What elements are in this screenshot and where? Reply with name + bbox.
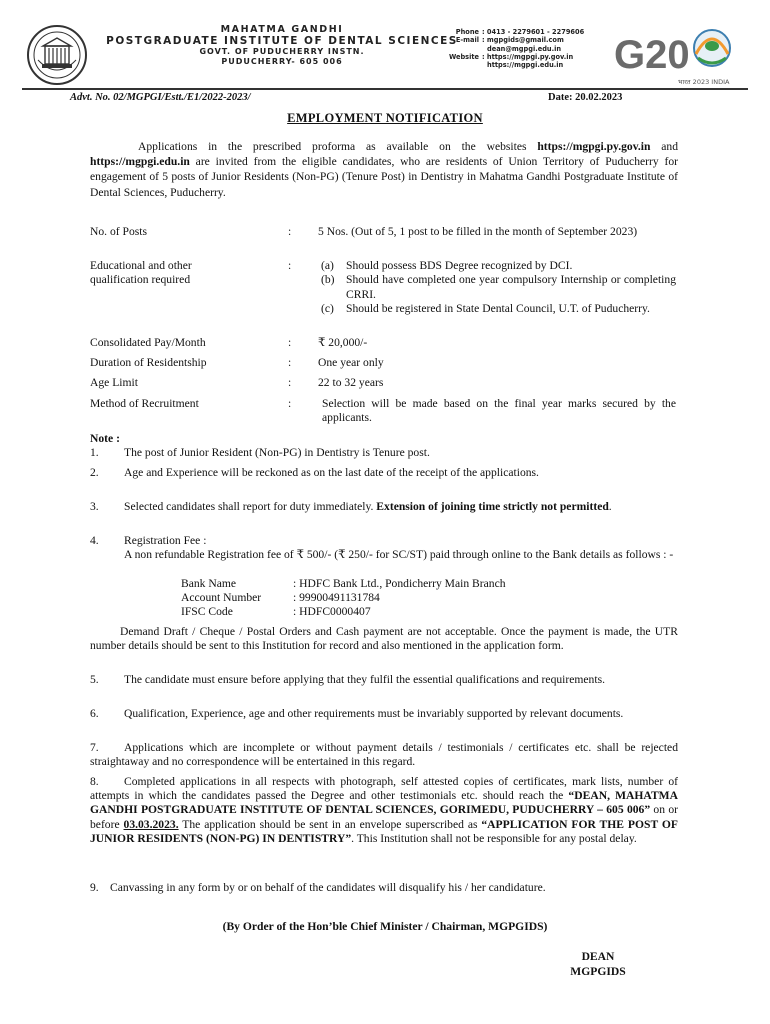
letterhead <box>22 22 748 88</box>
note-item-4 <box>90 534 678 548</box>
signatory-title: DEAN <box>581 950 615 963</box>
note-item-2 <box>90 466 678 480</box>
phone-value: : 0413 - 2279601 - 2279606 <box>482 28 585 36</box>
note-item-1 <box>90 446 678 460</box>
note-item-8 <box>90 775 678 846</box>
note-item-3 <box>90 500 678 514</box>
institute-govt-line: GOVT. OF PUDUCHERRY INSTN. <box>199 47 365 56</box>
note-text: on or before <box>90 803 678 831</box>
qualification-list <box>318 259 676 317</box>
note-text: Canvassing in any form by or on behalf of the candidates will disqualify his / her candidature. <box>110 881 546 894</box>
note-number: 5. <box>90 673 99 686</box>
note-item-7 <box>90 741 678 769</box>
qualification-text: Should be registered in State Dental Council, U.T. of Puducherry. <box>346 302 650 316</box>
qualification-item <box>318 302 676 316</box>
by-order-line: (By Order of the Hon’ble Chief Minister / Chairman, MGPGIDS) <box>222 920 548 933</box>
institute-name-line2: POSTGRADUATE INSTITUTE OF DENTAL SCIENCES <box>106 35 458 47</box>
note-number: 4. <box>90 534 99 547</box>
website-value: : https://mgpgi.py.gov.in <box>482 52 574 61</box>
bank-value: : HDFC Bank Ltd., Pondicherry Main Branch <box>293 577 506 590</box>
note-bold-text: Extension of joining time strictly not permitted <box>376 500 609 513</box>
letterhead-divider <box>22 88 748 90</box>
field-age-value: 22 to 32 years <box>318 376 384 389</box>
email-value: : mgpgids@gmail.com <box>482 36 564 45</box>
note-text: The post of Junior Resident (Non-PG) in Dentistry is Tenure post. <box>124 446 430 459</box>
institute-address-line: PUDUCHERRY- 605 006 <box>221 57 343 66</box>
dean-address: “DEAN, MAHATMA GANDHI POSTGRADUATE INSTITUTE OF DENTAL SCIENCES, GORIMEDU, PUDUCHERRY – 605 006” <box>90 789 678 817</box>
payment-note: Demand Draft / Cheque / Postal Orders and Cash payment are not acceptable. Once the payment is made, the UTR number details should be sent to this Institution for record and also mentioned in the application form. <box>90 625 678 653</box>
website-link-1[interactable]: https://mgpgi.py.gov.in <box>537 140 651 153</box>
field-duration-value: One year only <box>318 356 384 369</box>
field-pay-label: Consolidated Pay/Month <box>90 336 206 349</box>
note-number: 2. <box>90 466 99 479</box>
field-qualification-label: Educational and other qualification required <box>90 259 192 287</box>
note-text: Applications which are incomplete or without payment details / testimonials / certificates etc. shall be rejected straightaway and no correspondence will be entertained in this regard. <box>90 741 678 769</box>
note-text: Qualification, Experience, age and other requirements must be invariably supported by relevant documents. <box>124 707 624 720</box>
field-age-label: Age Limit <box>90 376 138 389</box>
field-colon: : <box>288 225 292 238</box>
note-number: 8. <box>90 775 99 788</box>
institute-name-line1: MAHATMA GANDHI <box>220 24 344 35</box>
qualification-tag: (b) <box>321 273 335 287</box>
bank-row <box>181 591 506 605</box>
institute-emblem-icon <box>26 24 88 86</box>
website-value-2: https://mgpgi.edu.in <box>487 61 564 70</box>
last-date: 03.03.2023. <box>123 817 179 831</box>
intro-paragraph <box>90 139 678 200</box>
bank-details <box>181 577 506 620</box>
field-colon: : <box>288 259 292 272</box>
field-method-value: Selection will be made based on the final year marks secured by the applicants. <box>322 397 676 425</box>
note-number: 6. <box>90 707 99 720</box>
intro-text-1: Applications in the prescribed proforma as available on the websites <box>138 140 538 153</box>
qualification-item <box>318 259 676 273</box>
field-method-label: Method of Recruitment <box>90 397 199 410</box>
qualification-tag: (c) <box>321 302 334 316</box>
signature-block <box>570 949 626 979</box>
advt-number: Advt. No. 02/MGPGI/Estt./E1/2022-2023/ <box>70 92 251 103</box>
website-label: Website <box>448 52 479 61</box>
institute-name-block <box>92 24 472 67</box>
note-text: The candidate must ensure before applying that they fulfil the essential qualifications and requirements. <box>124 673 605 686</box>
intro-text-2: and <box>650 140 678 153</box>
note-text: Selected candidates shall report for duty immediately. <box>124 500 377 513</box>
field-pay-value: ₹ 20,000/- <box>318 336 368 349</box>
field-colon: : <box>288 356 292 369</box>
field-duration-label: Duration of Residentship <box>90 356 207 369</box>
bank-value: : HDFC0000407 <box>293 605 371 619</box>
page-title: EMPLOYMENT NOTIFICATION <box>287 111 483 125</box>
note-heading: Note : <box>90 432 120 445</box>
intro-text-3: are invited from the eligible candidates, who are residents of Union Territory of Puducherry for engagement of 5 posts of Junior Residents (Non-PG) (Tenure Post) in Dentistry in Mahatma Gandhi Postgraduate Institute of Dental Sciences, Puducherry. <box>90 155 678 199</box>
signatory-org: MGPGIDS <box>570 965 626 978</box>
note-number: 7. <box>90 741 99 754</box>
note-item-9 <box>90 881 678 895</box>
g20-logo-icon <box>612 22 744 88</box>
field-colon: : <box>288 397 292 410</box>
note-number: 1. <box>90 446 99 459</box>
field-colon: : <box>288 336 292 349</box>
email-label: E-mail <box>455 36 479 45</box>
qualification-tag: (a) <box>321 259 334 272</box>
email-value-2: dean@mgpgi.edu.in <box>487 44 562 53</box>
note-text: . This Institution shall not be responsible for any postal delay. <box>351 831 637 845</box>
note-heading-fee: Registration Fee : <box>124 534 207 547</box>
qualification-text: Should have completed one year compulsory Internship or completing CRRI. <box>346 273 676 301</box>
field-posts-label: No. of Posts <box>90 225 148 238</box>
bank-value: : 99900491131784 <box>293 591 380 605</box>
note-end: . <box>608 500 612 513</box>
registration-fee-text: A non refundable Registration fee of ₹ 500/- (₹ 250/- for SC/ST) paid through online to the Bank details as follows : - <box>124 548 674 561</box>
note-item-5 <box>90 673 678 687</box>
note-text: The application should be sent in an envelope superscribed as <box>178 817 482 831</box>
field-posts-value: 5 Nos. (Out of 5, 1 post to be filled in the month of September 2023) <box>318 225 638 238</box>
note-number: 9. <box>90 881 99 894</box>
qualification-text: Should possess BDS Degree recognized by DCI. <box>346 259 573 272</box>
note-text: Age and Experience will be reckoned as on the last date of the receipt of the applications. <box>124 466 539 479</box>
bank-key: Bank Name <box>181 577 237 590</box>
note-item-6 <box>90 707 678 721</box>
bank-row <box>181 577 506 591</box>
field-colon: : <box>288 376 292 389</box>
website-link-2[interactable]: https://mgpgi.edu.in <box>90 155 190 169</box>
g20-logo-text: G20 <box>614 33 690 77</box>
g20-sub-text: भारत 2023 INDIA <box>678 78 730 86</box>
notice-date: Date: 20.02.2023 <box>548 92 623 103</box>
bank-key: IFSC Code <box>181 605 233 619</box>
note-text: Completed applications in all respects with photograph, self attested copies of certificates, mark lists, number of attempts in which the candidates passed the Degree and other testimonials etc. should reach the <box>90 775 678 803</box>
bank-row <box>181 605 506 619</box>
phone-label: Phone <box>455 28 479 36</box>
contact-block <box>442 28 632 69</box>
qualification-item <box>318 273 676 302</box>
bank-key: Account Number <box>181 591 262 605</box>
envelope-superscription: “APPLICATION FOR THE POST OF JUNIOR RESIDENTS (NON-PG) IN DENTISTRY” <box>90 817 678 845</box>
note-number: 3. <box>90 500 99 513</box>
